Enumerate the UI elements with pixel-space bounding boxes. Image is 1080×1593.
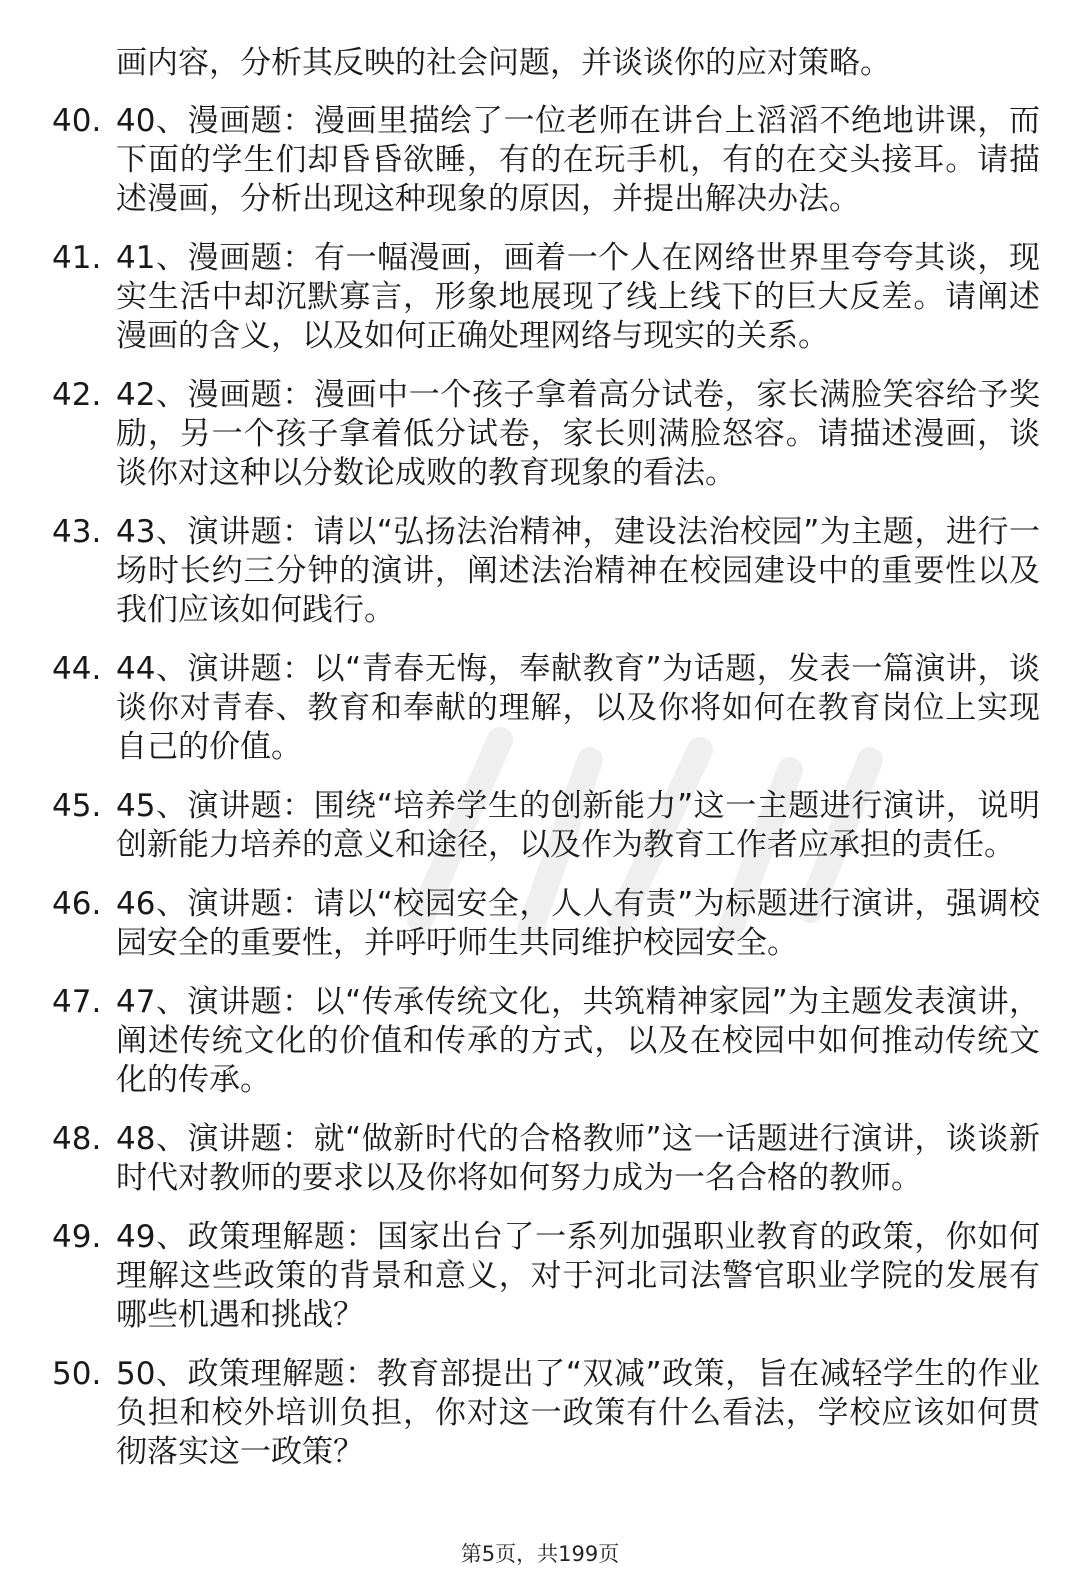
- question-number: 43.: [52, 514, 102, 550]
- question-item: [0, 376, 1080, 493]
- question-number: 41.: [52, 240, 102, 276]
- question-item: [0, 239, 1080, 356]
- question-item: [0, 787, 1080, 865]
- question-item: [0, 1120, 1080, 1198]
- question-text: 44、演讲题：以“青春无悔，奉献教育”为话题，发表一篇演讲，谈谈你对青春、教育和奉献的理解，以及你将如何在教育岗位上实现自己的价值。: [116, 651, 1040, 765]
- question-text: 47、演讲题：以“传承传统文化，共筑精神家园”为主题发表演讲，阐述传统文化的价值和传承的方式，以及在校园中如何推动传统文化的传承。: [116, 984, 1040, 1098]
- question-number: 48.: [52, 1121, 102, 1157]
- question-text: 41、漫画题：有一幅漫画，画着一个人在网络世界里夸夸其谈，现实生活中却沉默寡言，形象地展现了线上线下的巨大反差。请阐述漫画的含义，以及如何正确处理网络与现实的关系。: [116, 240, 1040, 354]
- question-number: 46.: [52, 886, 102, 922]
- question-text: 43、演讲题：请以“弘扬法治精神，建设法治校园”为主题，进行一场时长约三分钟的演讲，阐述法治精神在校园建设中的重要性以及我们应该如何践行。: [116, 514, 1040, 628]
- question-text: 46、演讲题：请以“校园安全，人人有责”为标题进行演讲，强调校园安全的重要性，并呼吁师生共同维护校园安全。: [116, 886, 1040, 961]
- question-item: [0, 513, 1080, 630]
- continuation-text: 画内容，分析其反映的社会问题，并谈谈你的应对策略。: [116, 45, 891, 81]
- question-number: 44.: [52, 651, 102, 687]
- question-item: [0, 650, 1080, 767]
- question-text: 40、漫画题：漫画里描绘了一位老师在讲台上滔滔不绝地讲课，而下面的学生们却昏昏欲睡，有的在玩手机，有的在交头接耳。请描述漫画，分析出现这种现象的原因，并提出解决办法。: [116, 103, 1040, 217]
- question-text: 42、漫画题：漫画中一个孩子拿着高分试卷，家长满脸笑容给予奖励，另一个孩子拿着低分试卷，家长则满脸怒容。请描述漫画，谈谈你对这种以分数论成败的教育现象的看法。: [116, 377, 1040, 491]
- question-list: [0, 102, 1080, 1492]
- question-text: 48、演讲题：就“做新时代的合格教师”这一话题进行演讲，谈谈新时代对教师的要求以及你将如何努力成为一名合格的教师。: [116, 1121, 1040, 1196]
- page-footer: 第5页，共199页: [460, 1542, 620, 1566]
- question-number: 45.: [52, 788, 102, 824]
- question-number: 40.: [52, 103, 102, 139]
- question-text: 50、政策理解题：教育部提出了“双减”政策，旨在减轻学生的作业负担和校外培训负担，你对这一政策有什么看法，学校应该如何贯彻落实这一政策？: [116, 1356, 1040, 1470]
- question-text: 49、政策理解题：国家出台了一系列加强职业教育的政策，你如何理解这些政策的背景和意义，对于河北司法警官职业学院的发展有哪些机遇和挑战？: [116, 1219, 1040, 1333]
- question-number: 47.: [52, 984, 102, 1020]
- question-item: [0, 1355, 1080, 1472]
- question-item: [0, 885, 1080, 963]
- question-number: 49.: [52, 1219, 102, 1255]
- question-item: [0, 1218, 1080, 1335]
- question-number: 42.: [52, 377, 102, 413]
- question-text: 45、演讲题：围绕“培养学生的创新能力”这一主题进行演讲，说明创新能力培养的意义和途径，以及作为教育工作者应承担的责任。: [116, 788, 1040, 863]
- question-item: [0, 102, 1080, 219]
- question-number: 50.: [52, 1356, 102, 1392]
- question-item: [0, 983, 1080, 1100]
